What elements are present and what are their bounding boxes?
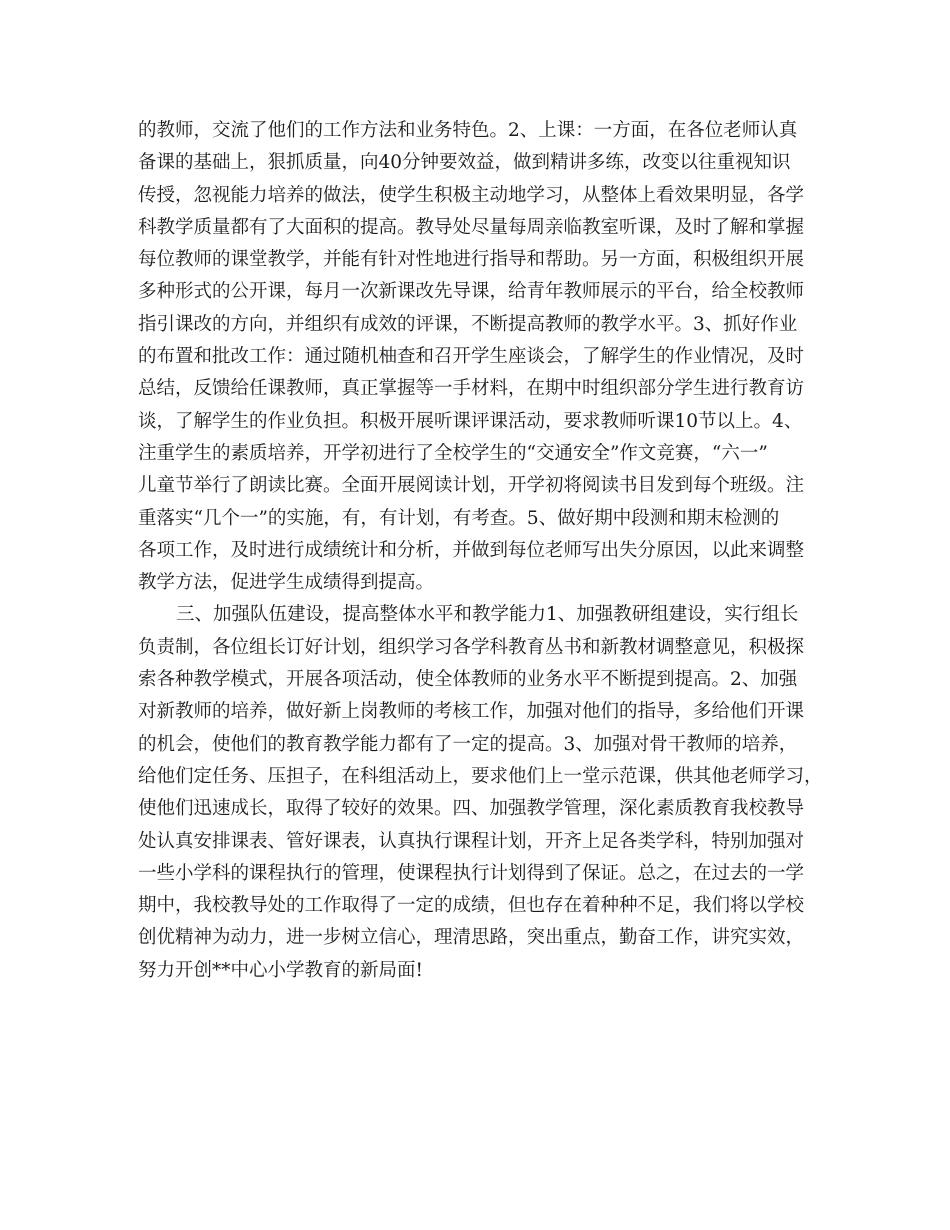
text-line: 谈，了解学生的作业负担。积极开展听课评课活动，要求教师听课10节以上。4、: [138, 410, 803, 432]
text-line: 负责制，各位组长订好计划，组织学习各学科教育丛书和新教材调整意见，积极探: [138, 636, 805, 658]
text-line: 指引课改的方向，并组织有成效的评课，不断提高教师的教学水平。3、抓好作业: [138, 313, 798, 335]
text-line: 注重学生的素质培养，开学初进行了全校学生的“交通安全”作文竞赛，“六一”: [138, 442, 768, 464]
text-line: 三、加强队伍建设，提高整体水平和教学能力1、加强教研组建设，实行组长: [176, 604, 799, 626]
text-line: 给他们定任务、压担子，在科组活动上，要求他们上一堂示范课，供其他老师学习，: [138, 765, 823, 787]
paragraph-1: [138, 115, 828, 599]
paragraph-2: [138, 599, 828, 987]
text-line: 使他们迅速成长，取得了较好的效果。四、加强教学管理，深化素质教育我校教导: [138, 798, 805, 820]
text-line: 备课的基础上，狠抓质量，向40分钟要效益，做到精讲多练，改变以往重视知识: [138, 152, 791, 174]
text-line: 的布置和批改工作：通过随机柚查和召开学生座谈会，了解学生的作业情况，及时: [138, 346, 805, 368]
text-line: 各项工作，及时进行成绩统计和分析，并做到每位老师写出失分原因，以此来调整: [138, 539, 805, 561]
text-line: 一些小学科的课程执行的管理，使课程执行计划得到了保证。总之，在过去的一学: [138, 862, 805, 884]
document-body: [138, 115, 828, 987]
text-line: 索各种教学模式，开展各项活动，使全体教师的业务水平不断提到提高。2、加强: [138, 669, 798, 691]
text-line: 重落实“几个一”的实施，有，有计划，有考查。5、做好期中段测和期末检测的: [138, 507, 780, 529]
text-line: 创优精神为动力，进一步树立信心，理清思路，突出重点，勤奋工作，讲究实效，: [138, 927, 805, 949]
text-line: 的教师，交流了他们的工作方法和业务特色。2、上课：一方面，在各位老师认真: [138, 120, 798, 141]
text-line: 每位教师的课堂教学，并能有针对性地进行指导和帮助。另一方面，积极组织开展: [138, 249, 805, 271]
text-line: 多种形式的公开课，每月一次新课改先导课，给青年教师展示的平台，给全校教师: [138, 281, 805, 303]
text-line: 努力开创**中心小学教育的新局面!: [138, 959, 423, 981]
text-line: 科教学质量都有了大面积的提高。教导处尽量每周亲临教室听课，及时了解和掌握: [138, 216, 805, 238]
text-line: 期中，我校教导处的工作取得了一定的成绩，但也存在着种种不足，我们将以学校: [138, 895, 805, 917]
text-line: 处认真安排课表、管好课表，认真执行课程计划，开齐上足各类学科，特别加强对: [138, 830, 805, 852]
text-line: 的机会，使他们的教育教学能力都有了一定的提高。3、加强对骨干教师的培养，: [138, 733, 798, 755]
text-line: 教学方法，促进学生成绩得到提高。: [138, 572, 435, 594]
text-line: 总结，反馈给任课教师，真正掌握等一手材料，在期中时组织部分学生进行教育访: [138, 378, 805, 400]
text-line: 儿童节举行了朗读比赛。全面开展阅读计划，开学初将阅读书目发到每个班级。注: [138, 475, 805, 497]
text-line: 传授，忽视能力培养的做法，使学生积极主动地学习，从整体上看效果明显，各学: [138, 184, 805, 206]
text-line: 对新教师的培养，做好新上岗教师的考核工作，加强对他们的指导，多给他们开课: [138, 701, 805, 723]
